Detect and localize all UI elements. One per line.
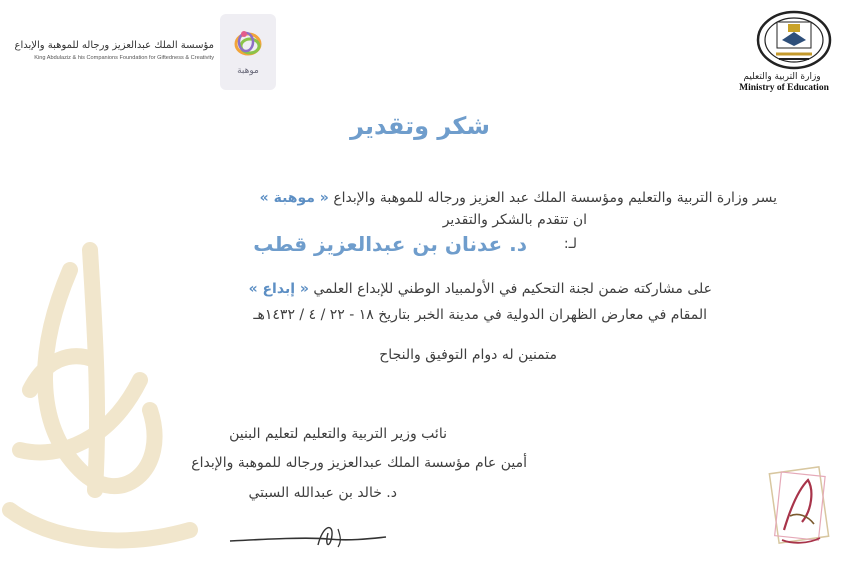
ministry-name-ar: وزارة التربية والتعليم <box>743 72 821 82</box>
signatory-title-2: أمين عام مؤسسة الملك عبدالعزيز ورجاله للموهبة والإبداع <box>191 455 527 471</box>
foundation-name-en: King Abdulaziz & his Companions Foundation for Giftedness & Creativity <box>34 55 214 61</box>
ibdaa-keyword: « إبداع » <box>248 281 309 297</box>
recipient-name: د. عدنان بن عبدالعزيز قطب <box>253 232 527 256</box>
to-label: لـ: <box>563 236 577 252</box>
mawhiba-keyword: « موهبة » <box>259 190 329 206</box>
foundation-name-ar: مؤسسة الملك عبدالعزيز ورجاله للموهبة والإبداع <box>14 40 214 51</box>
ministry-name-en: Ministry of Education <box>739 83 829 93</box>
body-line-5: المقام في معارض الظهران الدولية في مدينة الخبر بتاريخ ١٨ - ٢٢ / ٤ / ١٤٣٢هـ <box>253 307 707 323</box>
ministry-of-education-logo <box>752 10 836 70</box>
ibdaa-logo <box>768 460 832 552</box>
certificate-title: شكر وتقدير <box>350 112 490 140</box>
signatory-name: د. خالد بن عبدالله السبتي <box>248 485 397 501</box>
mawhiba-swirl-icon <box>220 14 276 74</box>
signature-icon <box>228 515 388 555</box>
body-line-1-text: يسر وزارة التربية والتعليم ومؤسسة الملك عبد العزيز ورجاله للموهبة والإبداع <box>333 190 777 206</box>
mawhiba-word: موهبة <box>237 66 259 76</box>
mawhiba-logo <box>220 14 276 90</box>
watermark-calligraphy <box>0 210 200 577</box>
body-line-4 <box>249 281 712 297</box>
body-line-4-text: على مشاركته ضمن لجنة التحكيم في الأولمبياد الوطني للإبداع العلمي <box>313 281 712 297</box>
body-line-1 <box>260 190 777 206</box>
signatory-title-1: نائب وزير التربية والتعليم لتعليم البنين <box>229 426 447 442</box>
body-line-6: متمنين له دوام التوفيق والنجاح <box>379 347 557 363</box>
body-line-2: ان تتقدم بالشكر والتقدير <box>442 212 587 228</box>
